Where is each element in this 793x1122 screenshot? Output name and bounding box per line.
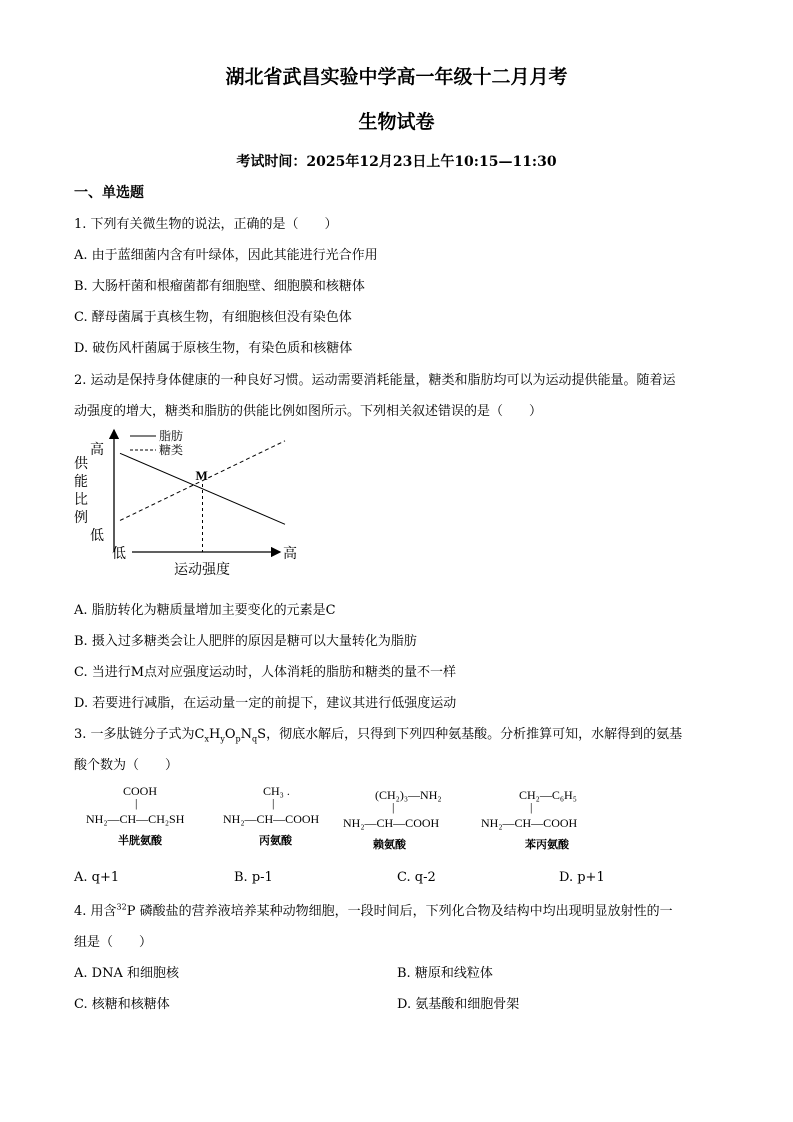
q3-option-d: D. p+1 xyxy=(559,870,605,885)
lysine-main-chain: NH₂—CH—COOH xyxy=(343,816,440,830)
q1-option-b: B. 大肠杆菌和根瘤菌都有细胞壁、细胞膜和核糖体 xyxy=(74,279,365,294)
exam-title: 湖北省武昌实验中学高一年级十二月月考 xyxy=(225,66,568,88)
lysine-bond: | xyxy=(392,800,395,814)
formula-sub-p: p xyxy=(235,734,241,744)
q3-stem-line1 xyxy=(74,723,682,744)
isotope-mass-number: 32 xyxy=(116,902,127,912)
section-title: 一、单选题 xyxy=(74,185,144,201)
series-fat-line xyxy=(120,453,285,524)
x-high-label: 高 xyxy=(283,546,297,562)
formula-sub-q: q xyxy=(252,734,258,744)
q2-option-a: A. 脂肪转化为糖质量增加主要变化的元素是C xyxy=(74,603,336,618)
formula-h: H xyxy=(209,727,221,742)
q3-option-c: C. q-2 xyxy=(397,870,436,885)
q3-option-b: B. p-1 xyxy=(234,870,273,885)
q4-option-c: C. 核糖和核糖体 xyxy=(74,997,170,1012)
y-axis-label-char: 能 xyxy=(74,474,88,490)
m-point-label: M xyxy=(195,468,208,483)
q3-stem-line2: 酸个数为（ ） xyxy=(74,758,179,773)
exam-subject: 生物试卷 xyxy=(358,111,435,133)
cysteine-side-group: COOH xyxy=(123,784,158,798)
q3-stem-prefix: 3. 一多肽链分子式为C xyxy=(74,727,205,742)
lysine-side-group: (CH₂)₃—NH₂ xyxy=(375,788,442,802)
q4-option-b: B. 糖原和线粒体 xyxy=(397,966,493,981)
q4-stem-prefix: 4. 用含 xyxy=(74,904,117,919)
y-axis-label-char: 供 xyxy=(74,456,88,472)
q4-stem-line1 xyxy=(74,900,673,919)
q2-stem-line2: 动强度的增大，糖类和脂肪的供能比例如图所示。下列相关叙述错误的是（ ） xyxy=(74,404,543,419)
q1-option-c: C. 酵母菌属于真核生物，有细胞核但没有染色体 xyxy=(74,310,352,325)
y-axis-label xyxy=(74,456,89,526)
y-low-label: 低 xyxy=(90,528,104,544)
formula-sub-x: x xyxy=(204,734,209,744)
alanine-name: 丙氨酸 xyxy=(259,834,292,847)
phenylalanine-bond: | xyxy=(530,800,533,814)
y-axis-label-char: 例 xyxy=(74,510,88,526)
y-high-label: 高 xyxy=(90,442,104,458)
q2-option-d: D. 若要进行减脂，在运动量一定的前提下，建议其进行低强度运动 xyxy=(74,696,457,711)
q1-option-d: D. 破伤风杆菌属于原核生物，有染色质和核糖体 xyxy=(74,341,353,356)
phenylalanine-side-group: CH₂—C₆H₅ xyxy=(519,788,577,802)
cysteine-bond: | xyxy=(135,796,138,810)
q1-option-a: A. 由于蓝细菌内含有叶绿体，因此其能进行光合作用 xyxy=(74,248,378,263)
cysteine-main-chain: NH₂—CH—CH₂SH xyxy=(86,812,185,826)
phenylalanine-name: 苯丙氨酸 xyxy=(525,838,569,851)
q2-stem-line1: 2. 运动是保持身体健康的一种良好习惯。运动需要消耗能量，糖类和脂肪均可以为运动提供能量。随着运 xyxy=(74,373,676,388)
y-axis-label-char: 比 xyxy=(74,492,88,508)
energy-ratio-chart xyxy=(70,424,310,586)
exam-time: 考试时间：2025年12月23日上午10:15—11:30 xyxy=(236,154,557,170)
x-low-label: 低 xyxy=(112,546,126,562)
q4-stem-suffix: P 磷酸盐的营养液培养某种动物细胞，一段时间后，下列化合物及结构中均出现明显放射性的一 xyxy=(126,904,673,919)
q1-stem: 1. 下列有关微生物的说法，正确的是（ ） xyxy=(74,217,338,232)
phenylalanine-main-chain: NH₂—CH—COOH xyxy=(481,816,578,830)
alanine-main-chain: NH₂—CH—COOH xyxy=(223,812,320,826)
formula-n: N xyxy=(240,727,253,742)
lysine-name: 赖氨酸 xyxy=(373,838,406,851)
formula-o: O xyxy=(224,727,236,742)
q3-option-a: A. q+1 xyxy=(74,870,120,885)
q3-stem-suffix: ，彻底水解后，只得到下列四种氨基酸。分析推算可知，水解得到的氨基 xyxy=(266,727,683,742)
q4-option-d: D. 氨基酸和细胞骨架 xyxy=(397,997,520,1012)
q2-option-b: B. 摄入过多糖类会让人肥胖的原因是糖可以大量转化为脂肪 xyxy=(74,634,417,649)
cysteine-name: 半胱氨酸 xyxy=(118,834,162,847)
legend-fat-label: 脂肪 xyxy=(159,429,184,443)
x-axis-label: 运动强度 xyxy=(174,562,230,578)
alanine-bond: | xyxy=(272,796,275,810)
alanine-side-group: CH₃ . xyxy=(263,784,290,798)
q4-stem-line2: 组是（ ） xyxy=(74,935,153,950)
formula-s: S xyxy=(257,727,267,742)
q2-option-c: C. 当进行M点对应强度运动时，人体消耗的脂肪和糖类的量不一样 xyxy=(74,665,457,680)
legend-sugar-label: 糖类 xyxy=(159,443,184,457)
formula-sub-y: y xyxy=(220,734,225,744)
q4-option-a: A. DNA 和细胞核 xyxy=(74,966,179,981)
